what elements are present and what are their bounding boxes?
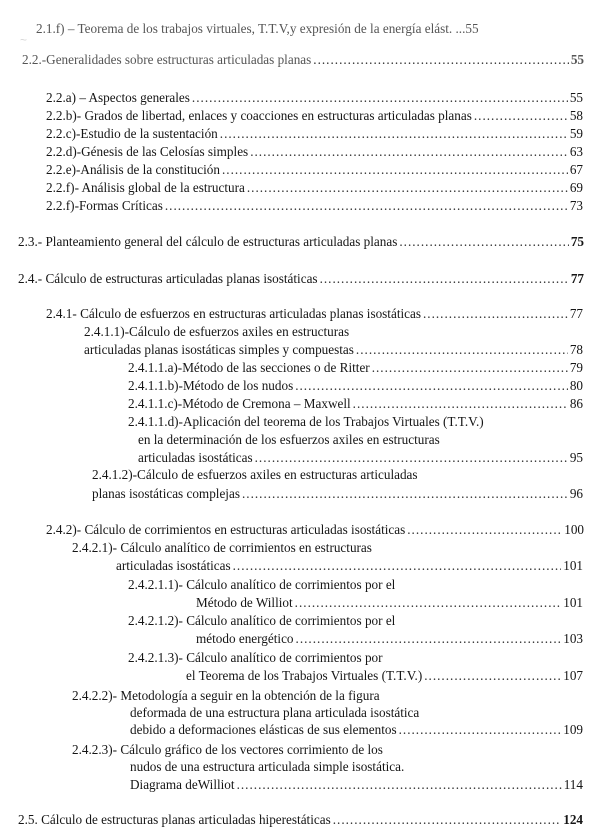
- toc-entry-page: 101: [563, 558, 583, 573]
- toc-leader-dots: [237, 777, 562, 792]
- toc-entry-page: 77: [569, 306, 583, 321]
- toc-entry-page: 73: [569, 198, 583, 213]
- toc-entry-2-4-2-1-line1: 2.4.2.1)- Cálculo analítico de corrimientos en estructuras: [72, 540, 372, 555]
- toc-entry-2-4-2-1-1-line1: 2.4.2.1.1)- Cálculo analítico de corrimientos por el: [128, 577, 396, 592]
- toc-entry-page: 67: [569, 162, 583, 177]
- toc-entry-text: articuladas planas isostáticas simples y compuestas: [84, 342, 354, 357]
- toc-entry-2-4-1-1-d-line1: 2.4.1.1.d)-Aplicación del teorema de los Trabajos Virtuales (T.T.V.): [128, 414, 484, 429]
- toc-entry-text: planas isostáticas complejas: [92, 486, 240, 501]
- toc-entry-page: 55: [570, 52, 584, 67]
- toc-entry-text: 2.4.- Cálculo de estructuras articuladas planas isostáticas: [18, 271, 318, 286]
- toc-leader-dots: [296, 631, 562, 646]
- toc-entry-2-4-2-2: [130, 722, 583, 737]
- toc-leader-dots: [250, 144, 568, 159]
- toc-entry-2-4-2-3: [130, 777, 583, 792]
- toc-entry-text: 2.3.- Planteamiento general del cálculo de estructuras articuladas planas: [18, 234, 398, 249]
- toc-entry-text: 2.1.f) – Teorema de los trabajos virtuales, T.T.V,y expresión de la energía elást. ...: [36, 21, 466, 36]
- toc-entry-text: articuladas isostáticas: [116, 558, 231, 573]
- toc-leader-dots: [165, 198, 568, 213]
- toc-leader-dots: [295, 595, 562, 610]
- toc-entry-text: 2.4.1.1.a)-Método de las secciones o de Ritter: [128, 360, 370, 375]
- toc-entry-2-4-1-1-a: [128, 360, 583, 375]
- toc-leader-dots: [247, 180, 568, 195]
- toc-entry-page: 79: [569, 360, 583, 375]
- toc-entry-2-4-1-1-d: [138, 450, 583, 465]
- toc-leader-dots: [399, 234, 568, 249]
- toc-leader-dots: [399, 722, 562, 737]
- toc-entry-page: 55: [569, 90, 583, 105]
- toc-entry-2-4-2-1-2-line1: 2.4.2.1.2)- Cálculo analítico de corrimientos por el: [128, 613, 396, 628]
- toc-entry-text: 2.5. Cálculo de estructuras planas articuladas hiperestáticas: [18, 812, 331, 827]
- toc-entry-page: 114: [563, 777, 583, 792]
- toc-entry-page: 63: [569, 144, 583, 159]
- toc-entry-text: método energético: [196, 631, 294, 646]
- toc-entry-page: 77: [570, 271, 584, 286]
- toc-leader-dots: [333, 812, 561, 827]
- toc-leader-dots: [222, 162, 568, 177]
- toc-leader-dots: [407, 522, 562, 537]
- toc-entry-2-4: [18, 271, 584, 286]
- toc-leader-dots: [474, 108, 568, 123]
- toc-leader-dots: [295, 378, 568, 393]
- toc-entry-2-1-f: [36, 21, 479, 36]
- toc-entry-2-2-b: [46, 108, 583, 123]
- toc-entry-text: 2.2.f)- Análisis global de la estructura: [46, 180, 245, 195]
- toc-entry-2-2: [22, 52, 584, 67]
- toc-entry-2-4-1-1-b: [128, 378, 583, 393]
- toc-entry-text: 2.4.1- Cálculo de esfuerzos en estructuras articuladas planas isostáticas: [46, 306, 421, 321]
- toc-entry-text: 2.2.d)-Génesis de las Celosías simples: [46, 144, 249, 159]
- toc-entry-text: 2.2.c)-Estudio de la sustentación: [46, 126, 218, 141]
- toc-entry-page: 55: [465, 21, 479, 36]
- toc-entry-2-2-d: [46, 144, 583, 159]
- toc-entry-text: articuladas isostáticas: [138, 450, 253, 465]
- toc-leader-dots: [242, 486, 568, 501]
- toc-entry-2-4-1-1-c: [128, 396, 583, 411]
- toc-entry-page: 100: [564, 522, 584, 537]
- toc-entry-page: 58: [569, 108, 583, 123]
- toc-leader-dots: [255, 450, 568, 465]
- bleed-through-mark: ~: [20, 33, 29, 47]
- toc-leader-dots: [423, 306, 568, 321]
- toc-entry-2-4-1: [46, 306, 583, 321]
- toc-leader-dots: [424, 668, 561, 683]
- toc-entry-2-4-2-2-line2: deformada de una estructura plana articulada isostática: [130, 705, 420, 720]
- toc-entry-2-2-e: [46, 162, 583, 177]
- toc-entry-page: 103: [563, 631, 583, 646]
- toc-entry-page: 96: [569, 486, 583, 501]
- toc-entry-text: 2.2.a) – Aspectos generales: [46, 90, 190, 105]
- toc-leader-dots: [192, 90, 568, 105]
- toc-entry-2-4-2-1-3: [186, 668, 583, 683]
- toc-entry-2-2-a: [46, 90, 583, 105]
- toc-entry-2-2-c: [46, 126, 583, 141]
- toc-leader-dots: [233, 558, 562, 573]
- toc-entry-page: 109: [563, 722, 583, 737]
- toc-entry-2-4-2: [46, 522, 584, 537]
- toc-entry-2-2-f: [46, 180, 583, 195]
- toc-entry-2-4-2-3-line1: 2.4.2.3)- Cálculo gráfico de los vectores corrimiento de los: [72, 742, 383, 757]
- toc-entry-2-4-2-1-3-line1: 2.4.2.1.3)- Cálculo analítico de corrimientos por: [128, 650, 383, 665]
- toc-entry-2-4-2-1-2: [196, 631, 583, 646]
- toc-entry-page: 75: [570, 234, 584, 249]
- toc-entry-2-4-2-2-line1: 2.4.2.2)- Metodología a seguir en la obtención de la figura: [72, 688, 380, 703]
- toc-entry-2-4-1-2: [92, 486, 583, 501]
- toc-entry-page: 107: [563, 668, 583, 683]
- toc-entry-text: 2.2.-Generalidades sobre estructuras articuladas planas: [22, 52, 312, 67]
- toc-entry-page: 80: [569, 378, 583, 393]
- toc-entry-page: 86: [569, 396, 583, 411]
- toc-entry-page: 59: [569, 126, 583, 141]
- toc-entry-text: el Teorema de los Trabajos Virtuales (T.T.V.): [186, 668, 423, 683]
- toc-entry-text: 2.4.2)- Cálculo de corrimientos en estructuras articuladas isostáticas: [46, 522, 406, 537]
- toc-entry-2-4-2-1: [116, 558, 583, 573]
- toc-entry-text: 2.4.1.1.b)-Método de los nudos: [128, 378, 294, 393]
- toc-entry-page: 124: [563, 812, 583, 827]
- toc-entry-page: 101: [563, 595, 583, 610]
- toc-entry-text: 2.2.e)-Análisis de la constitución: [46, 162, 220, 177]
- toc-entry-text: Método de Williot: [196, 595, 293, 610]
- toc-entry-2-4-1-1: [84, 342, 583, 357]
- toc-entry-2-4-1-1-line1: 2.4.1.1)-Cálculo de esfuerzos axiles en estructuras: [84, 324, 350, 339]
- toc-entry-text: 2.2.b)- Grados de libertad, enlaces y coacciones en estructuras articuladas planas: [46, 108, 472, 123]
- toc-leader-dots: [356, 342, 568, 357]
- toc-entry-page: 95: [569, 450, 583, 465]
- toc-entry-text: 2.4.1.1.c)-Método de Cremona – Maxwell: [128, 396, 351, 411]
- toc-leader-dots: [353, 396, 568, 411]
- toc-entry-2-4-2-1-1: [196, 595, 583, 610]
- toc-entry-text: debido a deformaciones elásticas de sus elementos: [130, 722, 397, 737]
- toc-entry-page: 69: [569, 180, 583, 195]
- toc-entry-2-4-1-2-line1: 2.4.1.2)-Cálculo de esfuerzos axiles en estructuras articuladas: [92, 467, 418, 482]
- toc-entry-2-2-f-criticas: [46, 198, 583, 213]
- toc-entry-2-4-1-1-d-line2: en la determinación de los esfuerzos axiles en estructuras: [138, 432, 440, 447]
- toc-entry-2-5: [18, 812, 583, 827]
- toc-leader-dots: [220, 126, 568, 141]
- toc-leader-dots: [320, 271, 569, 286]
- toc-entry-2-4-2-3-line2: nudos de una estructura articulada simple isostática.: [130, 759, 405, 774]
- toc-leader-dots: [313, 52, 569, 67]
- toc-leader-dots: [372, 360, 568, 375]
- toc-entry-page: 78: [569, 342, 583, 357]
- toc-entry-text: 2.2.f)-Formas Críticas: [46, 198, 163, 213]
- toc-entry-2-3: [18, 234, 584, 249]
- toc-entry-text: Diagrama deWilliot: [130, 777, 235, 792]
